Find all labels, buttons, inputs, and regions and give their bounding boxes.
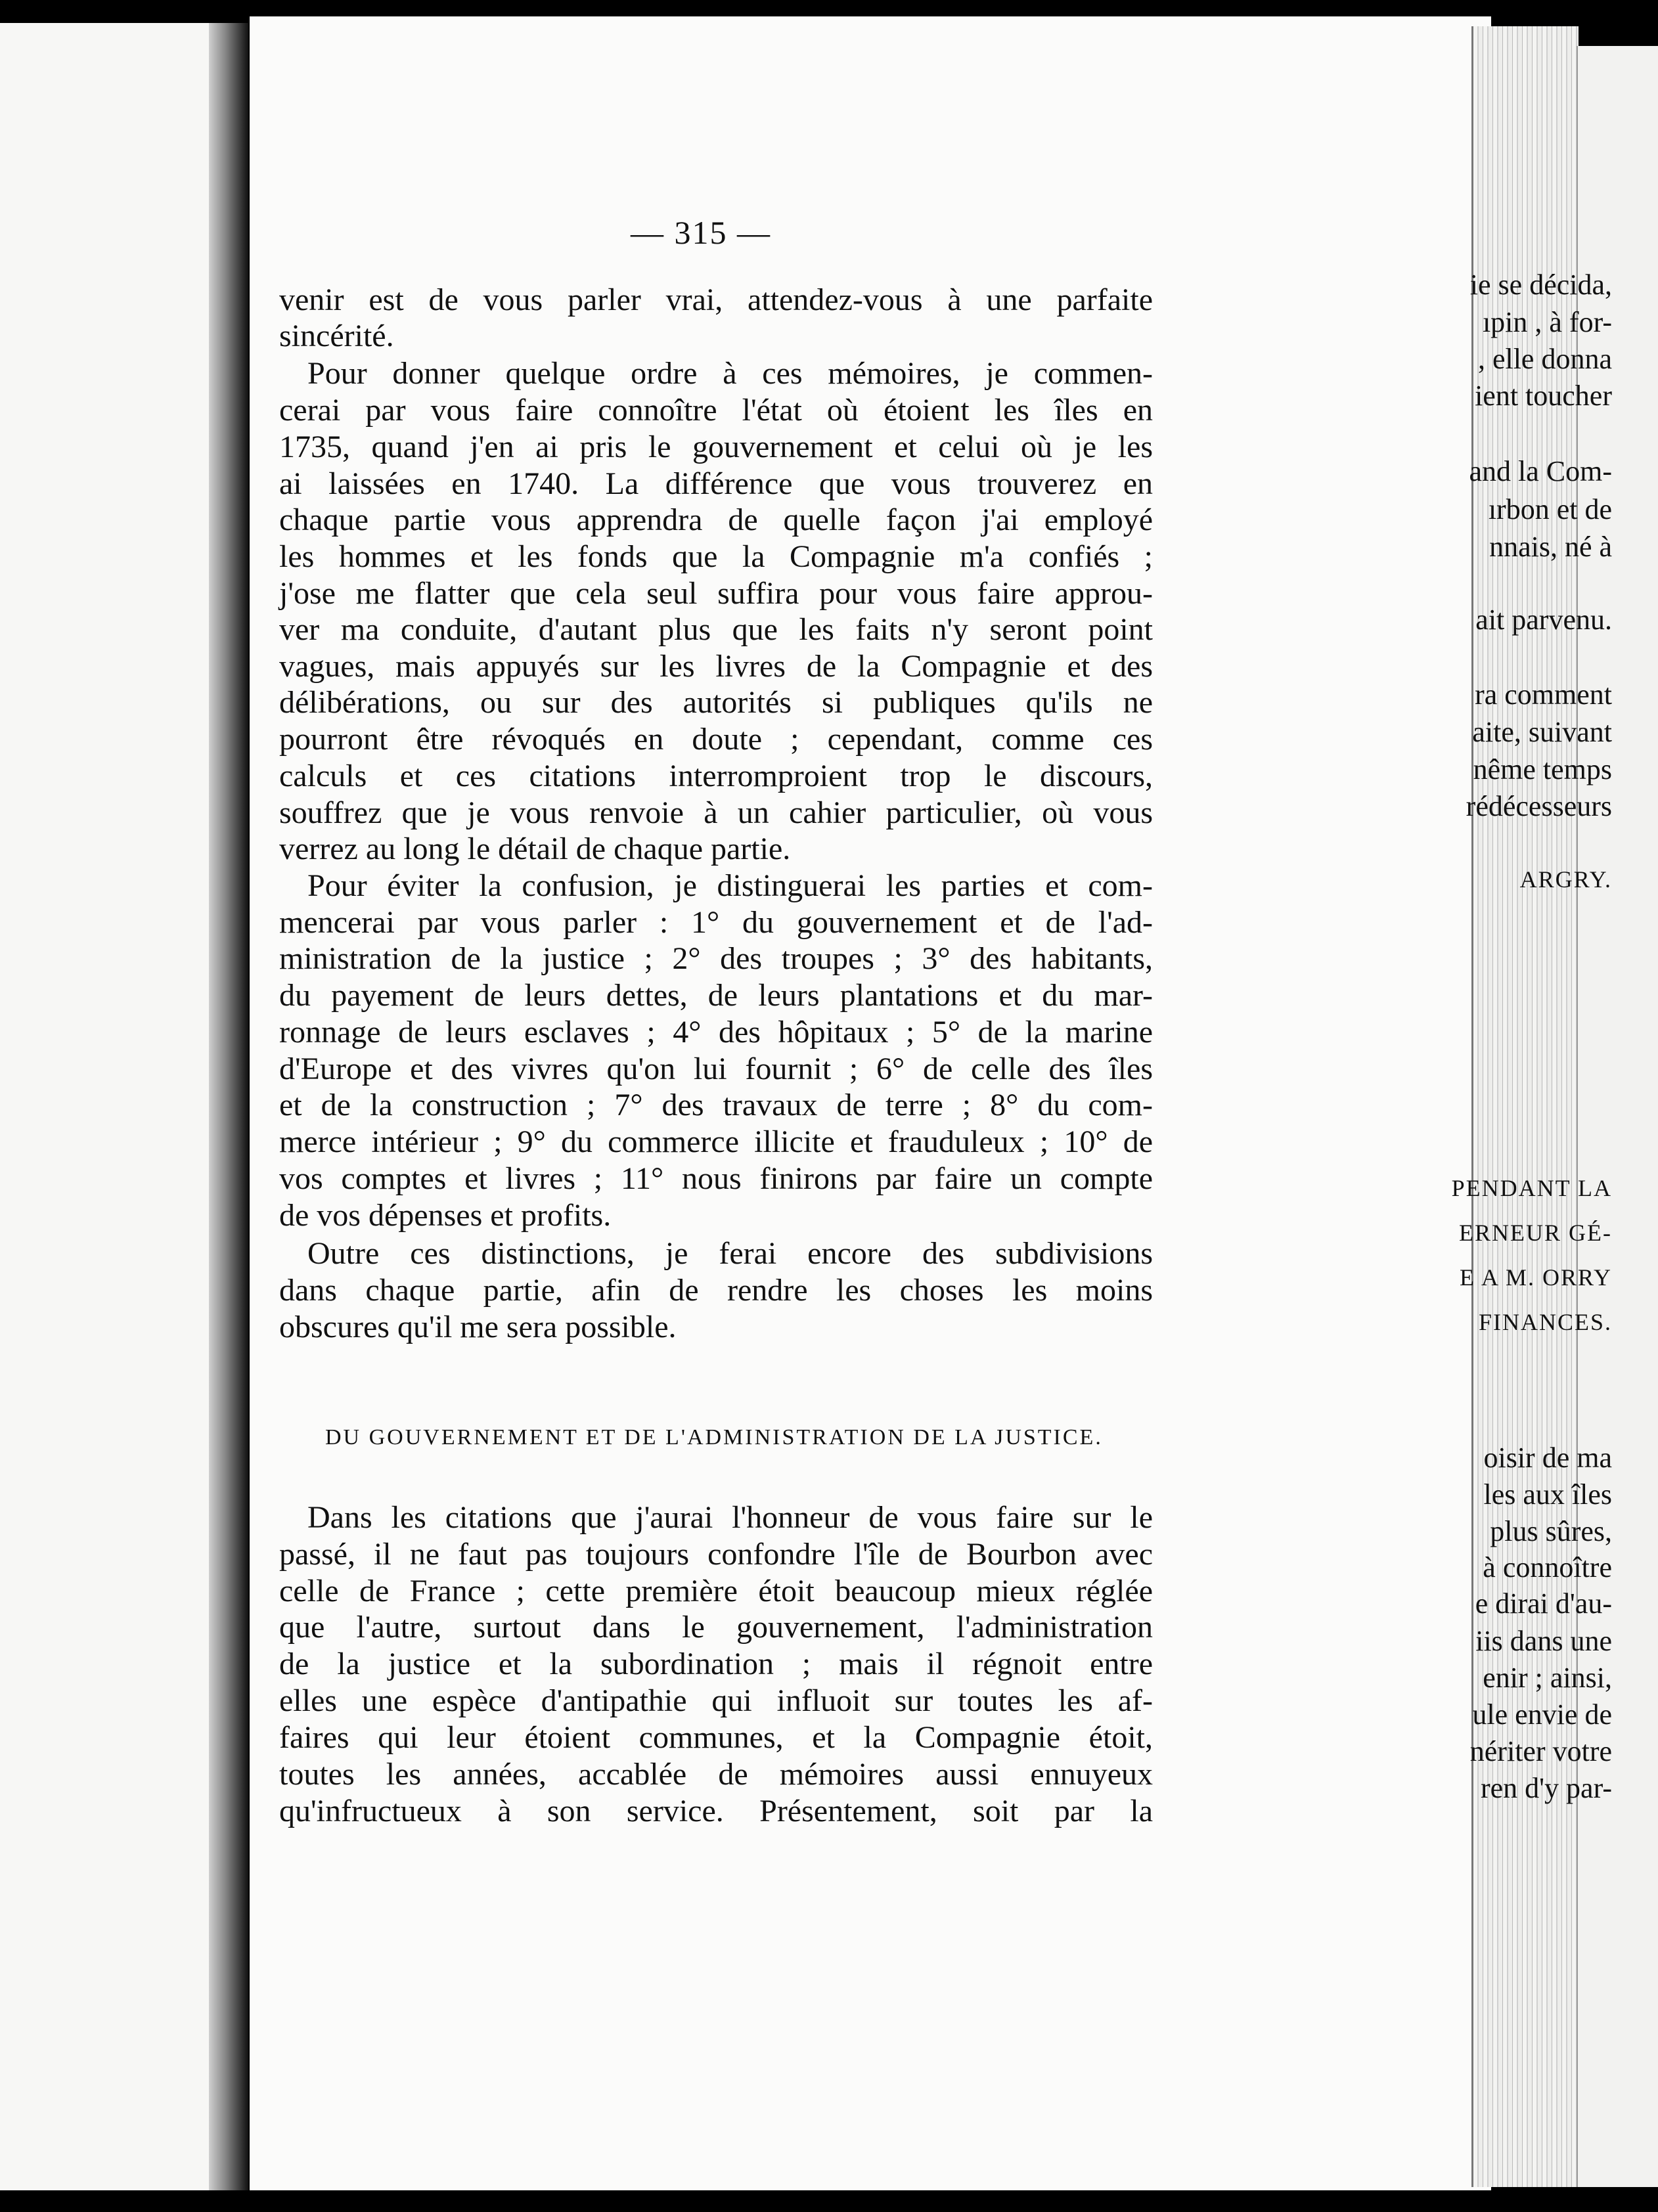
text-line: chaque partie vous apprendra de quelle façon j'ai employé [279, 502, 1153, 537]
text-line: verrez au long le détail de chaque partie. [279, 831, 791, 866]
text-line: pourront être révoqués en doute ; cependant, comme ces [279, 722, 1153, 757]
text-line: Pour éviter la confusion, je distinguerai les parties et com- [307, 868, 1153, 903]
text-line: Outre ces distinctions, je ferai encore des subdivisions [307, 1236, 1153, 1271]
text-line: qu'infructueux à son service. Présentement, soit par la [279, 1794, 1153, 1828]
text-line: Pour donner quelque ordre à ces mémoires, je commen- [307, 356, 1153, 391]
left-page-line: aite, suivant [1472, 716, 1612, 748]
left-page-line: oisir de ma [1483, 1442, 1612, 1474]
left-page-line: and la Com- [1469, 455, 1612, 487]
left-page-line: ient toucher [1475, 380, 1612, 412]
text-line: faires qui leur étoient communes, et la Compagnie étoit, [279, 1720, 1153, 1755]
left-page-signature: ARGRY. [1519, 866, 1612, 893]
text-line: ronnage de leurs esclaves ; 4° des hôpitaux ; 5° de la marine [279, 1015, 1153, 1050]
left-page-line: nême temps [1473, 753, 1612, 785]
text-line: passé, il ne faut pas toujours confondre l'île de Bourbon avec [279, 1537, 1153, 1572]
text-line: toutes les années, accablée de mémoires aussi ennuyeux [279, 1757, 1153, 1792]
text-line: cerai par vous faire connoître l'état où étoient les îles en [279, 393, 1153, 428]
text-line: 1735, quand j'en ai pris le gouvernement et celui où je les [279, 430, 1153, 464]
page-number: — 315 — [631, 214, 771, 251]
left-page-line: ie se décida, [1469, 269, 1612, 301]
left-page-line: ıpin , à for- [1482, 306, 1612, 338]
left-page-line: nériter votre [1469, 1735, 1612, 1767]
left-page-line: , elle donna [1477, 343, 1612, 375]
left-page-line: ra comment [1475, 678, 1612, 711]
text-line: souffrez que je vous renvoie à un cahier particulier, où vous [279, 795, 1153, 830]
left-page-heading-line: PENDANT LA [1451, 1175, 1612, 1201]
left-page-line: à connoître [1483, 1551, 1612, 1583]
text-line: délibérations, ou sur des autorités si publiques qu'ils ne [279, 685, 1153, 720]
text-line: elles une espèce d'antipathie qui influoit sur toutes les af- [279, 1683, 1153, 1718]
section-heading: DU GOUVERNEMENT ET DE L'ADMINISTRATION DE LA JUSTICE. [325, 1425, 1103, 1449]
text-line: j'ose me flatter que cela seul suffira pour vous faire approu- [279, 576, 1153, 611]
text-line: merce intérieur ; 9° du commerce illicite et frauduleux ; 10° de [279, 1124, 1153, 1159]
left-page-line: nnais, né à [1489, 531, 1612, 563]
left-page-line: iis dans une [1475, 1625, 1612, 1657]
left-facing-page [0, 23, 210, 2190]
text-line: vagues, mais appuyés sur les livres de la Compagnie et des [279, 649, 1153, 684]
text-line: ver ma conduite, d'autant plus que les faits n'y seront point [279, 612, 1153, 647]
text-line: mencerai par vous parler : 1° du gouvernement et de l'ad- [279, 905, 1153, 940]
left-page-line: les aux îles [1483, 1478, 1612, 1511]
text-line: dans chaque partie, afin de rendre les choses les moins [279, 1273, 1153, 1308]
left-page-line: plus sûres, [1490, 1515, 1612, 1547]
left-page-line: ren d'y par- [1480, 1772, 1612, 1804]
text-line: calculs et ces citations interromproient trop le discours, [279, 759, 1153, 793]
left-page-heading-line: FINANCES. [1478, 1309, 1612, 1335]
left-page-heading-line: ERNEUR GÉ- [1459, 1220, 1612, 1246]
text-line: que l'autre, surtout dans le gouvernement, l'administration [279, 1610, 1153, 1645]
text-line: et de la construction ; 7° des travaux de terre ; 8° du com- [279, 1088, 1153, 1122]
text-line: ministration de la justice ; 2° des troupes ; 3° des habitants, [279, 941, 1153, 976]
text-line: du payement de leurs dettes, de leurs plantations et du mar- [279, 978, 1153, 1013]
text-line: Dans les citations que j'aurai l'honneur de vous faire sur le [307, 1500, 1153, 1535]
left-page-line: ırbon et de [1488, 493, 1612, 525]
left-page-line: enir ; ainsi, [1483, 1662, 1612, 1694]
text-line: vos comptes et livres ; 11° nous finirons par faire un compte [279, 1161, 1153, 1196]
text-line: sincérité. [279, 319, 394, 353]
text-line: de la justice et la subordination ; mais il régnoit entre [279, 1647, 1153, 1681]
left-page-line: ait parvenu. [1475, 604, 1612, 636]
text-line: celle de France ; cette première étoit beaucoup mieux réglée [279, 1574, 1153, 1608]
book-gutter [209, 23, 248, 2190]
left-page-line: ule envie de [1472, 1698, 1612, 1731]
text-line: venir est de vous parler vrai, attendez-vous à une parfaite [279, 282, 1153, 317]
left-page-line: e dirai d'au- [1475, 1587, 1612, 1620]
text-line: d'Europe et des vivres qu'on lui fournit ; 6° de celle des îles [279, 1051, 1153, 1086]
left-page-heading-line: E A M. ORRY [1459, 1264, 1612, 1291]
text-line: les hommes et les fonds que la Compagnie m'a confiés ; [279, 539, 1153, 574]
left-page-line: rédécesseurs [1466, 790, 1612, 822]
text-line: obscures qu'il me sera possible. [279, 1310, 677, 1344]
text-line: de vos dépenses et profits. [279, 1198, 612, 1233]
text-line: ai laissées en 1740. La différence que vous trouverez en [279, 466, 1153, 501]
